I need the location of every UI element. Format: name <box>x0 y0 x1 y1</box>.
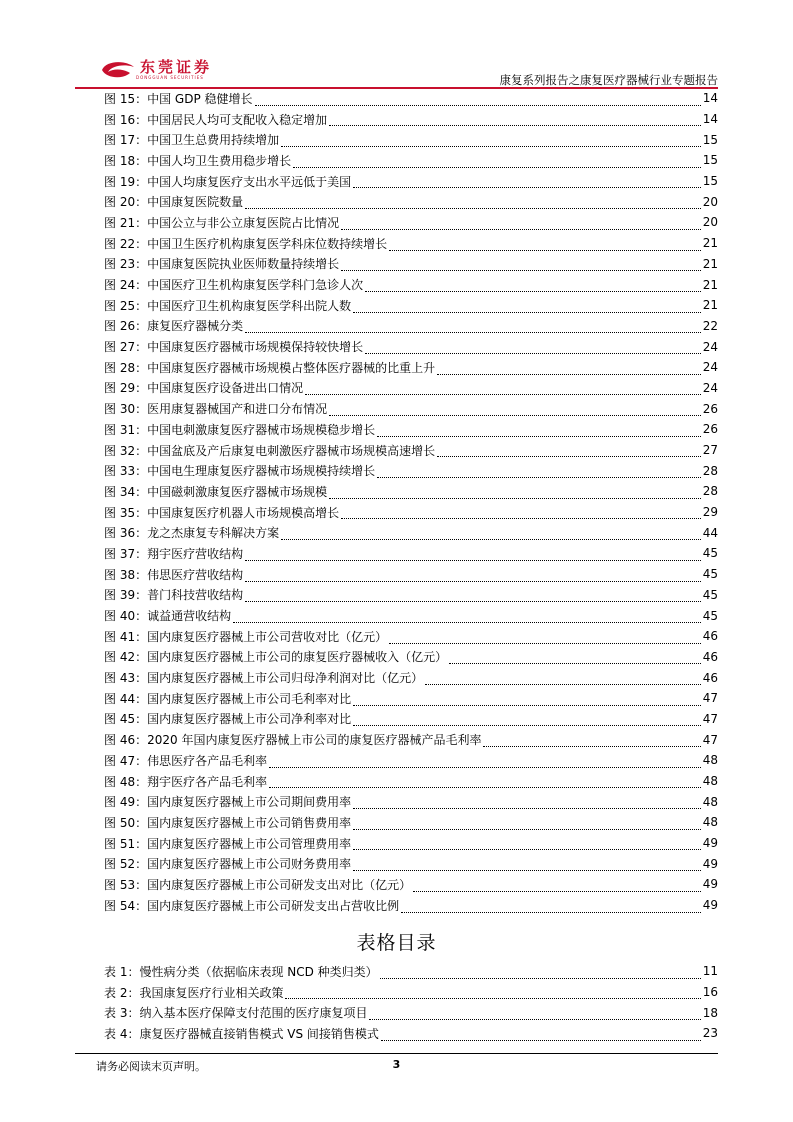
dongguan-logo-icon <box>100 58 136 80</box>
toc-leader-dots <box>353 828 701 830</box>
figure-toc-entry[interactable] <box>104 585 718 606</box>
toc-leader-dots <box>353 869 701 871</box>
brand-logo <box>100 56 212 82</box>
toc-entry-label: 图 54：国内康复医疗器械上市公司研发支出占营收比例 <box>104 898 400 913</box>
toc-entry-page: 11 <box>702 964 718 979</box>
toc-entry-label: 图 36：龙之杰康复专科解决方案 <box>104 526 280 541</box>
toc-leader-dots <box>255 104 701 106</box>
toc-entry-page: 29 <box>702 505 718 520</box>
toc-entry-label: 图 50：国内康复医疗器械上市公司销售费用率 <box>104 815 352 830</box>
toc-leader-dots <box>413 890 701 892</box>
figure-toc-entry[interactable] <box>104 295 718 316</box>
figure-toc-entry[interactable] <box>104 129 718 150</box>
toc-entry-page: 48 <box>702 774 718 789</box>
toc-entry-label: 图 15：中国 GDP 稳健增长 <box>104 91 253 106</box>
toc-entry-page: 15 <box>702 153 718 168</box>
toc-entry-label: 表 1：慢性病分类（依据临床表现 NCD 种类归类） <box>104 964 378 979</box>
toc-entry-page: 18 <box>702 1005 718 1020</box>
toc-entry-page: 48 <box>702 794 718 809</box>
toc-leader-dots <box>353 807 701 809</box>
figure-toc-entry[interactable] <box>104 874 718 895</box>
toc-entry-label: 图 52：国内康复医疗器械上市公司财务费用率 <box>104 857 352 872</box>
figure-toc-entry[interactable] <box>104 771 718 792</box>
figure-toc-entry[interactable] <box>104 233 718 254</box>
toc-entry-label: 图 42：国内康复医疗器械上市公司的康复医疗器械收入（亿元） <box>104 650 448 665</box>
toc-entry-label: 图 40：诚益通营收结构 <box>104 609 232 624</box>
toc-entry-page: 48 <box>702 815 718 830</box>
toc-entry-label: 图 47：伟思医疗各产品毛利率 <box>104 753 268 768</box>
toc-entry-page: 47 <box>702 732 718 747</box>
toc-entry-page: 47 <box>702 691 718 706</box>
report-title: 康复系列报告之康复医疗器械行业专题报告 <box>499 73 718 87</box>
toc-entry-page: 45 <box>702 567 718 582</box>
toc-leader-dots <box>329 124 701 126</box>
figure-toc-entry[interactable] <box>104 419 718 440</box>
toc-entry-label: 图 29：中国康复医疗设备进出口情况 <box>104 381 304 396</box>
figure-toc-entry[interactable] <box>104 688 718 709</box>
toc-entry-label: 表 4：康复医疗器械直接销售模式 VS 间接销售模式 <box>104 1026 379 1041</box>
toc-leader-dots <box>341 269 701 271</box>
toc-entry-page: 14 <box>702 112 718 127</box>
toc-leader-dots <box>341 228 701 230</box>
toc-entry-label: 图 48：翔宇医疗各产品毛利率 <box>104 774 268 789</box>
toc-entry-page: 46 <box>702 649 718 664</box>
figure-toc-entry[interactable] <box>104 895 718 916</box>
toc-entry-label: 图 46：2020 年国内康复医疗器械上市公司的康复医疗器械产品毛利率 <box>104 733 482 748</box>
toc-entry-page: 45 <box>702 546 718 561</box>
toc-entry-label: 图 37：翔宇医疗营收结构 <box>104 546 244 561</box>
toc-leader-dots <box>353 704 701 706</box>
toc-entry-label: 图 49：国内康复医疗器械上市公司期间费用率 <box>104 795 352 810</box>
figure-toc-entry[interactable] <box>104 336 718 357</box>
toc-entry-page: 23 <box>702 1026 718 1041</box>
toc-entry-label: 图 32：中国盆底及产后康复电刺激医疗器械市场规模高速增长 <box>104 443 436 458</box>
figure-toc-entry[interactable] <box>104 833 718 854</box>
toc-entry-page: 27 <box>702 443 718 458</box>
toc-leader-dots <box>341 517 701 519</box>
logo-text: 东莞证券 <box>140 57 213 76</box>
toc-leader-dots <box>329 497 701 499</box>
figure-toc-entry[interactable] <box>104 729 718 750</box>
toc-leader-dots <box>369 1018 700 1020</box>
figure-toc-entry[interactable] <box>104 750 718 771</box>
toc-entry-page: 45 <box>702 587 718 602</box>
toc-entry-page: 28 <box>702 463 718 478</box>
table-toc-entry[interactable] <box>104 1002 718 1023</box>
figure-toc-entry[interactable] <box>104 647 718 668</box>
toc-entry-page: 49 <box>702 898 718 913</box>
toc-entry-label: 图 38：伟思医疗营收结构 <box>104 567 244 582</box>
toc-entry-page: 44 <box>702 525 718 540</box>
toc-entry-page: 15 <box>702 132 718 147</box>
toc-entry-page: 49 <box>702 836 718 851</box>
toc-leader-dots <box>449 662 701 664</box>
toc-entry-page: 47 <box>702 711 718 726</box>
figure-toc-entry[interactable] <box>104 171 718 192</box>
toc-entry-label: 图 23：中国康复医院执业医师数量持续增长 <box>104 257 340 272</box>
figure-toc-entry[interactable] <box>104 254 718 275</box>
toc-leader-dots <box>305 393 701 395</box>
toc-entry-label: 图 35：中国康复医疗机器人市场规模高增长 <box>104 505 340 520</box>
figure-toc-entry[interactable] <box>104 481 718 502</box>
toc-entry-page: 20 <box>702 215 718 230</box>
toc-leader-dots <box>329 414 701 416</box>
toc-entry-page: 16 <box>702 985 718 1000</box>
toc-entry-page: 15 <box>702 174 718 189</box>
table-toc-entry[interactable] <box>104 961 718 982</box>
figure-toc-entry[interactable] <box>104 709 718 730</box>
toc-leader-dots <box>245 207 701 209</box>
toc-entry-label: 图 51：国内康复医疗器械上市公司管理费用率 <box>104 836 352 851</box>
page-number: 3 <box>392 1058 401 1071</box>
toc-leader-dots <box>389 249 701 251</box>
toc-leader-dots <box>285 997 700 999</box>
toc-entry-label: 图 31：中国电刺激康复医疗器械市场规模稳步增长 <box>104 422 376 437</box>
figure-toc-entry[interactable] <box>104 316 718 337</box>
toc-entry-page: 49 <box>702 856 718 871</box>
toc-entry-label: 图 39：普门科技营收结构 <box>104 588 244 603</box>
toc-leader-dots <box>401 911 701 913</box>
figure-toc-entry[interactable] <box>104 88 718 109</box>
figure-toc-list <box>104 88 718 916</box>
toc-entry-label: 表 3：纳入基本医疗保障支付范围的医疗康复项目 <box>104 1006 368 1021</box>
toc-entry-label: 图 44：国内康复医疗器械上市公司毛利率对比 <box>104 691 352 706</box>
toc-entry-label: 图 17：中国卫生总费用持续增加 <box>104 133 280 148</box>
toc-entry-label: 图 34：中国磁刺激康复医疗器械市场规模 <box>104 484 328 499</box>
toc-leader-dots <box>269 766 701 768</box>
toc-entry-label: 图 25：中国医疗卫生机构康复医学科出院人数 <box>104 298 352 313</box>
toc-entry-label: 图 43：国内康复医疗器械上市公司归母净利润对比（亿元） <box>104 671 424 686</box>
figure-toc-entry[interactable] <box>104 791 718 812</box>
toc-leader-dots <box>245 600 701 602</box>
figure-toc-entry[interactable] <box>104 212 718 233</box>
toc-leader-dots <box>437 455 701 457</box>
toc-entry-page: 45 <box>702 608 718 623</box>
figure-toc-entry[interactable] <box>104 440 718 461</box>
figure-toc-entry[interactable] <box>104 812 718 833</box>
tables-section-title: 表格目录 <box>356 932 437 954</box>
toc-leader-dots <box>245 331 701 333</box>
toc-leader-dots <box>245 559 701 561</box>
toc-entry-label: 图 21：中国公立与非公立康复医院占比情况 <box>104 215 340 230</box>
toc-entry-label: 图 53：国内康复医疗器械上市公司研发支出对比（亿元） <box>104 877 412 892</box>
figure-toc-entry[interactable] <box>104 522 718 543</box>
toc-entry-page: 28 <box>702 484 718 499</box>
toc-entry-page: 20 <box>702 194 718 209</box>
toc-leader-dots <box>377 435 701 437</box>
toc-leader-dots <box>233 621 701 623</box>
toc-leader-dots <box>381 1039 701 1041</box>
figure-toc-entry[interactable] <box>104 543 718 564</box>
figure-toc-entry[interactable] <box>104 109 718 130</box>
toc-entry-page: 24 <box>702 360 718 375</box>
toc-leader-dots <box>365 290 701 292</box>
toc-leader-dots <box>365 352 701 354</box>
toc-entry-label: 图 30：医用康复器械国产和进口分布情况 <box>104 402 328 417</box>
toc-entry-page: 21 <box>702 298 718 313</box>
toc-leader-dots <box>353 848 701 850</box>
toc-entry-label: 图 18：中国人均卫生费用稳步增长 <box>104 153 292 168</box>
toc-entry-page: 46 <box>702 670 718 685</box>
figure-toc-entry[interactable] <box>104 150 718 171</box>
toc-entry-page: 14 <box>702 91 718 106</box>
toc-leader-dots <box>353 311 701 313</box>
figure-toc-entry[interactable] <box>104 460 718 481</box>
figure-toc-entry[interactable] <box>104 564 718 585</box>
figure-toc-entry[interactable] <box>104 191 718 212</box>
toc-entry-label: 图 27：中国康复医疗器械市场规模保持较快增长 <box>104 340 364 355</box>
toc-leader-dots <box>281 145 701 147</box>
toc-leader-dots <box>353 186 701 188</box>
figure-toc-entry[interactable] <box>104 357 718 378</box>
toc-leader-dots <box>293 166 701 168</box>
table-toc-entry[interactable] <box>104 1023 718 1044</box>
figure-toc-entry[interactable] <box>104 605 718 626</box>
toc-entry-page: 22 <box>702 318 718 333</box>
table-toc-list <box>104 961 718 1044</box>
toc-leader-dots <box>245 580 701 582</box>
toc-entry-page: 21 <box>702 277 718 292</box>
toc-entry-page: 26 <box>702 401 718 416</box>
toc-entry-label: 图 28：中国康复医疗器械市场规模占整体医疗器械的比重上升 <box>104 360 436 375</box>
footer-disclaimer: 请务必阅读末页声明。 <box>96 1060 206 1073</box>
toc-leader-dots <box>437 373 701 375</box>
toc-leader-dots <box>389 642 701 644</box>
toc-leader-dots <box>281 538 701 540</box>
toc-entry-label: 表 2：我国康复医疗行业相关政策 <box>104 985 284 1000</box>
toc-leader-dots <box>425 683 701 685</box>
toc-entry-label: 图 45：国内康复医疗器械上市公司净利率对比 <box>104 712 352 727</box>
toc-entry-label: 图 16：中国居民人均可支配收入稳定增加 <box>104 112 328 127</box>
figure-toc-entry[interactable] <box>104 378 718 399</box>
figure-toc-entry[interactable] <box>104 274 718 295</box>
toc-entry-page: 21 <box>702 236 718 251</box>
toc-entry-page: 26 <box>702 422 718 437</box>
toc-entry-page: 21 <box>702 256 718 271</box>
toc-leader-dots <box>483 745 700 747</box>
footer-divider <box>75 1053 718 1054</box>
toc-leader-dots <box>380 977 701 979</box>
toc-entry-label: 图 20：中国康复医院数量 <box>104 195 244 210</box>
toc-entry-label: 图 24：中国医疗卫生机构康复医学科门急诊人次 <box>104 278 364 293</box>
toc-entry-label: 图 26：康复医疗器械分类 <box>104 319 244 334</box>
figure-toc-entry[interactable] <box>104 398 718 419</box>
toc-entry-page: 24 <box>702 380 718 395</box>
toc-entry-label: 图 33：中国电生理康复医疗器械市场规模持续增长 <box>104 464 376 479</box>
toc-entry-label: 图 22：中国卫生医疗机构康复医学科床位数持续增长 <box>104 236 388 251</box>
toc-entry-page: 48 <box>702 753 718 768</box>
figure-toc-entry[interactable] <box>104 853 718 874</box>
toc-entry-label: 图 41：国内康复医疗器械上市公司营收对比（亿元） <box>104 629 388 644</box>
toc-entry-page: 49 <box>702 877 718 892</box>
figure-toc-entry[interactable] <box>104 502 718 523</box>
figure-toc-entry[interactable] <box>104 626 718 647</box>
logo-subtitle: DONGGUAN SECURITIES <box>136 74 204 80</box>
toc-leader-dots <box>269 786 701 788</box>
toc-entry-label: 图 19：中国人均康复医疗支出水平远低于美国 <box>104 174 352 189</box>
toc-entry-page: 24 <box>702 339 718 354</box>
toc-leader-dots <box>377 476 701 478</box>
toc-entry-page: 46 <box>702 629 718 644</box>
table-toc-entry[interactable] <box>104 982 718 1003</box>
figure-toc-entry[interactable] <box>104 667 718 688</box>
toc-leader-dots <box>353 724 701 726</box>
